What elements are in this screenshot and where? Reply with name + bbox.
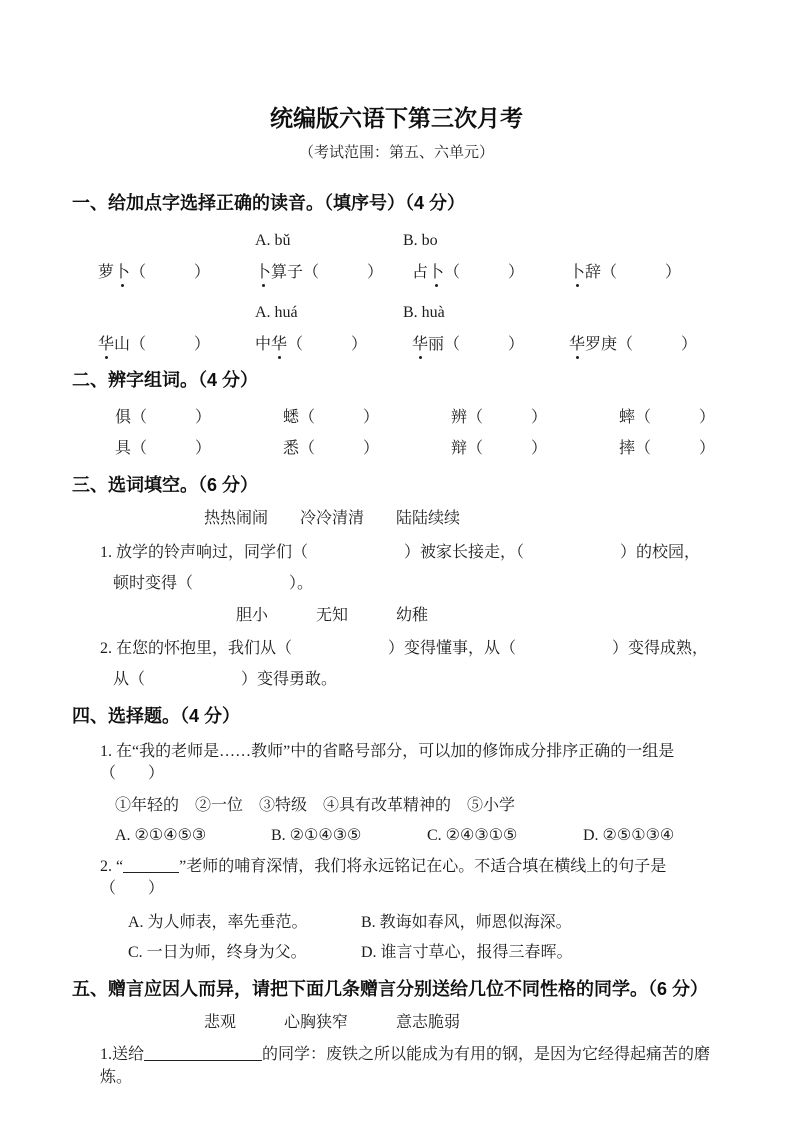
char-blank-item: 俱（ ） [115, 409, 212, 426]
section-1-heading: 一、给加点字选择正确的读音。（填序号）（4 分） [72, 193, 466, 213]
section-1 [72, 191, 721, 356]
question-line [72, 1043, 721, 1089]
answer-blank-parens: （ ） [130, 264, 211, 281]
word-post: 算子 [271, 264, 304, 281]
numbered-items-row: ①年轻的 ②一位 ③特级 ④具有改革精神的 ⑤小学 [115, 797, 516, 814]
char-blank-item: 辩（ ） [451, 440, 548, 457]
char-blank-item: 具（ ） [115, 440, 212, 457]
char-blank-item: 蟀（ ） [619, 409, 716, 426]
question-mid: 的同学： [262, 1044, 327, 1063]
word-pre: 占 [412, 264, 429, 281]
choice-option: C. ②④③①⑤ [427, 827, 518, 844]
dotted-char: 华 [98, 334, 114, 356]
page-subtitle: （考试范围：第五、六单元） [298, 145, 494, 161]
section-3 [72, 473, 721, 691]
char-blank-item: 辨（ ） [451, 409, 548, 426]
question-line [72, 856, 721, 900]
question-line-continuation: 从（ ）变得勇敢。 [113, 671, 338, 688]
word-post: 丽 [428, 336, 445, 353]
pinyin-options-row-1 [72, 230, 721, 252]
word-group [98, 334, 255, 356]
word-group [255, 262, 412, 284]
word-group [569, 262, 681, 284]
question-prefix: 2. “ [100, 858, 124, 875]
choice-options-row [72, 825, 721, 847]
char-blank-item: 蟋（ ） [283, 409, 380, 426]
choice-option: A. ②①④⑤③ [115, 827, 207, 844]
word-pre: 萝 [98, 264, 115, 281]
choice-option: D. ②⑤①③④ [583, 827, 675, 844]
page-title: 统编版六语下第三次月考 [270, 105, 523, 131]
question-suffix: ”老师的哺育深情，我们将永远铭记在心。不适合填在横线上的句子是（ ） [100, 858, 667, 897]
pinyin-options-row-2 [72, 302, 721, 324]
dotted-char: 卜 [114, 262, 130, 284]
answer-blank-parens: （ ） [444, 264, 525, 281]
section-2-heading: 二、辨字组词。（4 分） [72, 370, 259, 390]
char-blank-item: 悉（ ） [283, 440, 380, 457]
section-5-heading: 五、赠言应因人而异，请把下面几条赠言分别送给几位不同性格的同学。（6 分） [72, 979, 709, 999]
word-bank: 胆小 无知 幼稚 [235, 607, 428, 624]
answer-blank-parens: （ ） [287, 336, 368, 353]
dotted-char: 华 [569, 334, 585, 356]
answer-blank-parens: （ ） [303, 264, 384, 281]
choice-options-row [72, 942, 721, 964]
word-group [98, 262, 255, 284]
question-line: 2. 在您的怀抱里，我们从（ ）变得懂事，从（ ）变得成熟， [100, 640, 709, 657]
word-group [412, 334, 569, 356]
answer-blank-parens: （ ） [601, 264, 682, 281]
choice-option: D. 谁言寸草心，报得三春晖。 [361, 944, 573, 961]
dotted-char: 华 [412, 334, 428, 356]
word-post: 罗庚 [585, 336, 618, 353]
section-3-heading: 三、选词填空。（6 分） [72, 475, 259, 495]
answer-blank-parens: （ ） [617, 336, 698, 353]
pinyin-option-b: B. huà [403, 304, 445, 321]
word-post: 辞 [585, 264, 602, 281]
word-group [255, 334, 412, 356]
word-group [569, 334, 697, 356]
char-blank-row-2 [72, 438, 721, 460]
question-prefix: 1.送给 [100, 1046, 145, 1063]
section-2 [72, 368, 721, 460]
word-group [412, 262, 569, 284]
section-4 [72, 704, 721, 964]
section-4-heading: 四、选择题。（4 分） [72, 706, 241, 726]
question-line-continuation: 顿时变得（ ）。 [113, 575, 314, 592]
word-bank: 悲观 心胸狭窄 意志脆弱 [203, 1014, 460, 1031]
pinyin-option-a: A. bǔ [255, 232, 291, 249]
pinyin-option-b: B. bo [403, 232, 438, 249]
word-row-2 [72, 334, 721, 356]
char-blank-item: 摔（ ） [619, 440, 716, 457]
char-blank-row-1 [72, 407, 721, 429]
proverb-text: 废铁之所以能成为有用的钢，是因为它经得起痛苦的磨炼。 [100, 1044, 711, 1086]
dotted-char: 卜 [428, 262, 444, 284]
dotted-char: 卜 [569, 262, 585, 284]
choice-option: B. 教诲如春风，师恩似海深。 [361, 914, 572, 931]
fill-blank-line [123, 858, 179, 873]
choice-option: A. 为人师表，率先垂范。 [128, 914, 308, 931]
choice-options-row [72, 912, 721, 934]
dotted-char: 卜 [255, 262, 271, 284]
word-bank: 热热闹闹 冷冷清清 陆陆续续 [203, 510, 460, 527]
dotted-char: 华 [271, 334, 287, 356]
section-5 [72, 977, 721, 1089]
fill-blank-line [144, 1046, 262, 1061]
word-post: 山 [114, 336, 131, 353]
pinyin-option-a: A. huá [255, 304, 298, 321]
answer-blank-parens: （ ） [444, 336, 525, 353]
choice-option: B. ②①④③⑤ [271, 827, 362, 844]
question-line: 1. 在“我的老师是……教师”中的省略号部分，可以加的修饰成分排序正确的一组是（ ） [100, 743, 675, 782]
choice-option: C. 一日为师，终身为父。 [128, 944, 307, 961]
question-line: 1. 放学的铃声响过，同学们（ ）被家长接走，（ ）的校园， [100, 544, 701, 561]
answer-blank-parens: （ ） [130, 336, 211, 353]
word-pre: 中 [255, 336, 272, 353]
word-row-1 [72, 262, 721, 284]
